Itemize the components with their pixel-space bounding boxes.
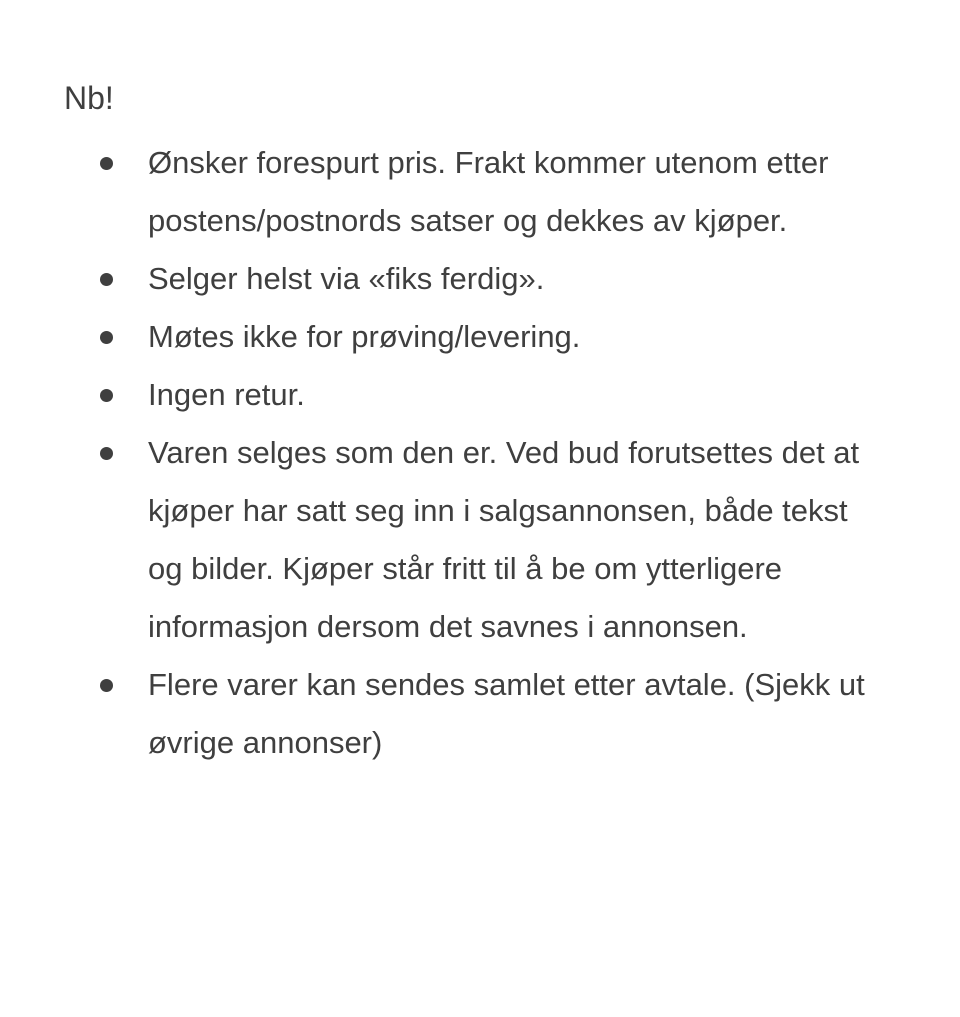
list-item: Selger helst via «fiks ferdig». [64, 250, 888, 308]
bullet-list [64, 134, 888, 772]
list-item: Ønsker forespurt pris. Frakt kommer utenom etter postens/postnords satser og dekkes av kjøper. [64, 134, 888, 250]
list-item: Ingen retur. [64, 366, 888, 424]
list-item: Møtes ikke for prøving/levering. [64, 308, 888, 366]
list-item: Flere varer kan sendes samlet etter avtale. (Sjekk ut øvrige annonser) [64, 656, 888, 772]
list-item: Varen selges som den er. Ved bud forutsettes det at kjøper har satt seg inn i salgsannonsen, både tekst og bilder. Kjøper står fritt til å be om ytterligere informasjon dersom det savnes i annonsen. [64, 424, 888, 656]
note-heading: Nb! [64, 80, 114, 116]
